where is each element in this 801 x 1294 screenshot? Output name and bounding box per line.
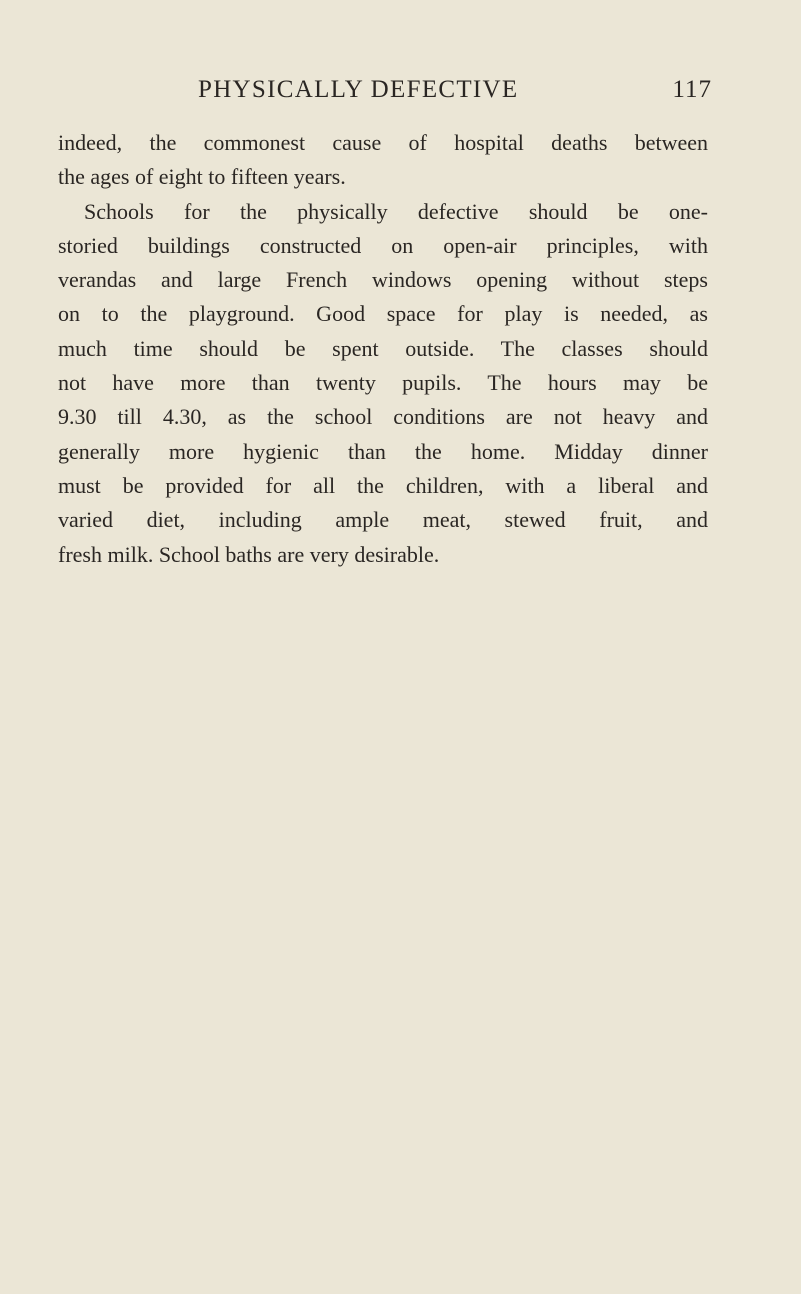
text-line: much time should be spent outside. The classes should: [58, 335, 708, 361]
text-line: the ages of eight to fifteen years.: [58, 164, 346, 190]
text-line: storied buildings constructed on open-air principles, with: [58, 232, 708, 258]
text-line: verandas and large French windows opening without steps: [58, 267, 708, 293]
running-title: PHYSICALLY DEFECTIVE: [198, 76, 519, 103]
text-line: on to the playground. Good space for play is needed, as: [58, 301, 708, 327]
running-header: [198, 76, 712, 118]
text-line: not have more than twenty pupils. The hours may be: [58, 370, 708, 396]
page-number: 117: [672, 76, 712, 103]
body-text: [58, 126, 708, 572]
text-line: indeed, the commonest cause of hospital deaths between: [58, 130, 708, 155]
text-line: fresh milk. School baths are very desirable.: [58, 541, 440, 567]
text-line: varied diet, including ample meat, stewed fruit, and: [58, 507, 708, 533]
text-line: generally more hygienic than the home. Midday dinner: [58, 438, 708, 464]
text-line: 9.30 till 4.30, as the school conditions are not heavy and: [58, 404, 708, 430]
text-line: must be provided for all the children, with a liberal and: [58, 472, 708, 498]
paragraph-first-line: Schools for the physically defective should be one-: [84, 198, 708, 224]
